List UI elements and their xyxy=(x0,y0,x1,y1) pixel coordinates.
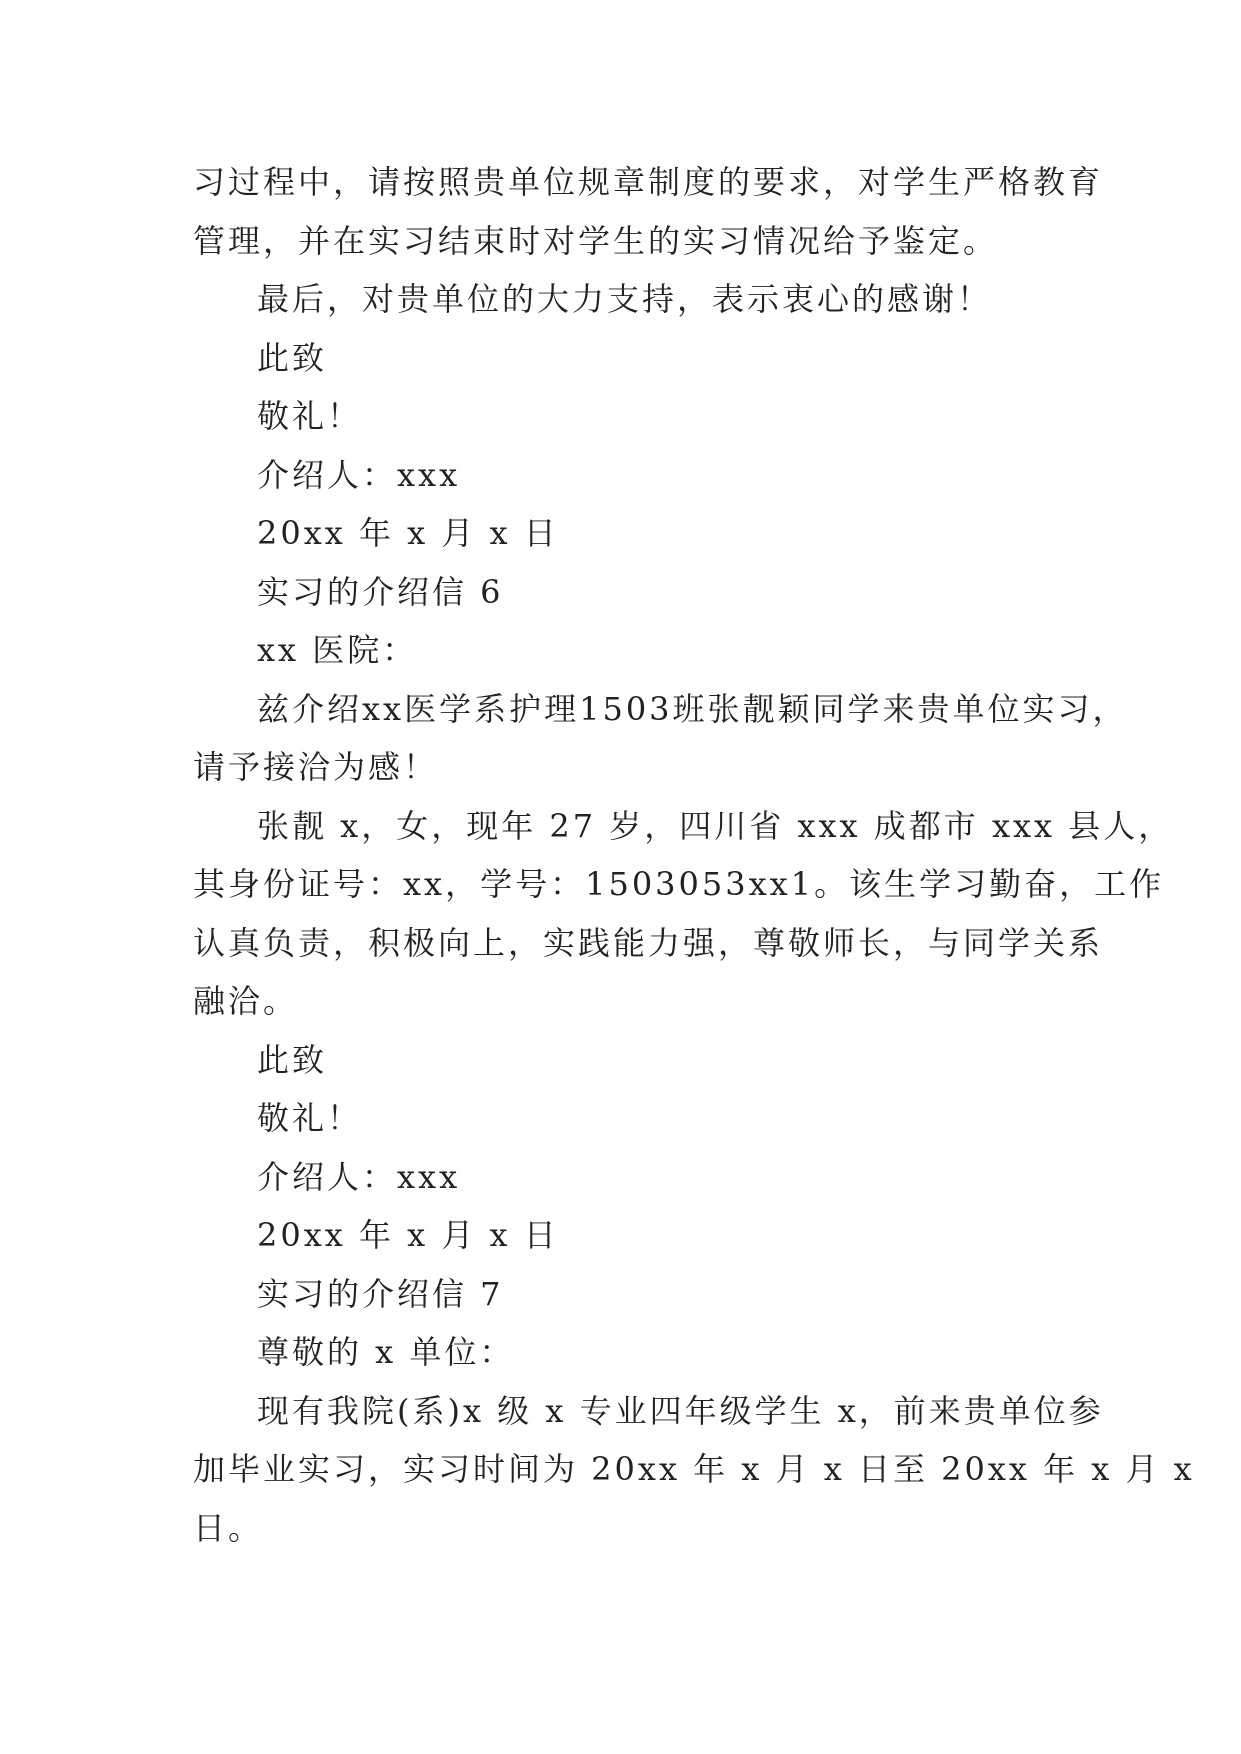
date-line-2: 20xx 年 x 月 x 日 xyxy=(257,1216,559,1254)
paragraph-line-12: 张靓 x，女，现年 27 岁，四川省 xxx 成都市 xxx 县人， xyxy=(257,806,1174,845)
paragraph-line-23: 加毕业实习，实习时间为 20xx 年 x 月 x 日至 20xx 年 x 月 x xyxy=(193,1450,1195,1488)
document-body xyxy=(193,153,1195,1557)
salutation-cizhi-2: 此致 xyxy=(257,1040,328,1079)
salutation-jingli-2: 敬礼！ xyxy=(257,1099,363,1137)
paragraph-line-2: 管理，并在实习结束时对学生的实习情况给予鉴定。 xyxy=(193,221,999,260)
salutation-jingli: 敬礼！ xyxy=(257,397,363,435)
closing-thanks: 最后，对贵单位的大力支持，表示衷心的感谢！ xyxy=(257,280,993,318)
letter-heading-7: 实习的介绍信 7 xyxy=(257,1274,504,1313)
recipient-line: xx 医院： xyxy=(257,631,418,669)
date-line: 20xx 年 x 月 x 日 xyxy=(257,514,559,552)
paragraph-line-1: 习过程中，请按照贵单位规章制度的要求，对学生严格教育 xyxy=(193,163,1104,201)
paragraph-line-24: 日。 xyxy=(193,1508,264,1547)
paragraph-line-22: 现有我院(系)x 级 x 专业四年级学生 x，前来贵单位参 xyxy=(257,1391,1104,1430)
paragraph-line-14: 认真负责，积极向上，实践能力强，尊敬师长，与同学关系 xyxy=(193,923,1104,962)
salutation-cizhi: 此致 xyxy=(257,338,328,377)
paragraph-line-11: 请予接洽为感！ xyxy=(193,748,439,786)
paragraph-line-10: 兹介绍xx医学系护理1503班张靓颖同学来贵单位实习， xyxy=(257,689,1128,728)
recipient-line-2: 尊敬的 x 单位： xyxy=(257,1333,515,1371)
letter-heading-6: 实习的介绍信 6 xyxy=(257,572,504,611)
paragraph-line-15: 融洽。 xyxy=(193,982,299,1020)
introducer-line: 介绍人：xxx xyxy=(257,455,461,494)
introducer-line-2: 介绍人：xxx xyxy=(257,1157,461,1196)
paragraph-line-13: 其身份证号：xx，学号：1503053xx1。该生学习勤奋，工作 xyxy=(193,865,1165,903)
